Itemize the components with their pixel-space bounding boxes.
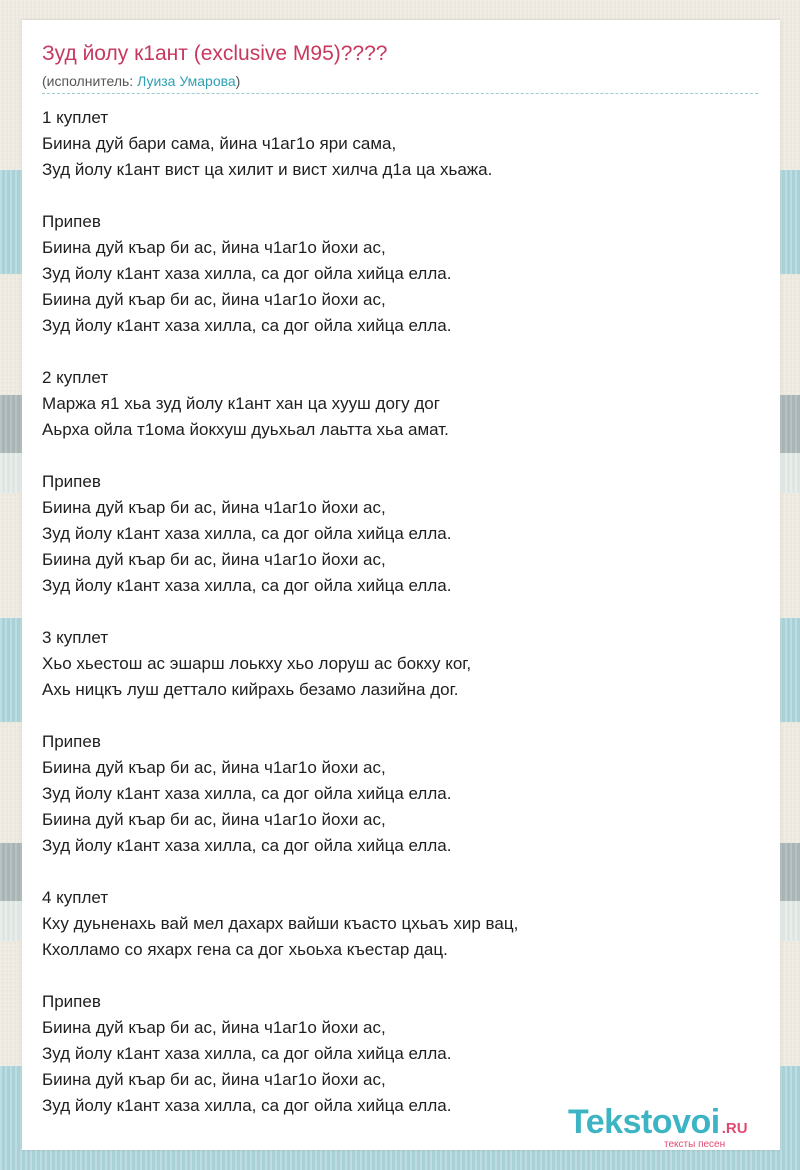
artist-link[interactable]: Луиза Умарова: [137, 73, 236, 89]
lyric-line: Биина дуй къар би ас, йина ч1аг1о йохи ас,: [42, 238, 386, 257]
lyric-line: Зуд йолу к1ант вист ца хилит и вист хилча д1а ца хьажа.: [42, 160, 493, 179]
lyric-line: 2 куплет: [42, 368, 109, 387]
lyric-line: Припев: [42, 212, 101, 231]
artist-byline: [42, 73, 240, 89]
byline-prefix: (исполнитель:: [42, 73, 138, 89]
lyrics-card: [22, 20, 780, 1150]
lyric-line: Зуд йолу к1ант хаза хилла, са дог ойла хийца елла.: [42, 1044, 452, 1063]
title-divider: [42, 93, 758, 94]
stanza-spacer: [42, 599, 758, 625]
lyric-line: Биина дуй къар би ас, йина ч1аг1о йохи ас,: [42, 810, 386, 829]
lyric-line: Ахь ницкъ луш деттало кийрахь безамо лазийна дог.: [42, 680, 459, 699]
stanza-spacer: [42, 183, 758, 209]
lyric-line: Зуд йолу к1ант хаза хилла, са дог ойла хийца елла.: [42, 784, 452, 803]
lyric-line: Зуд йолу к1ант хаза хилла, са дог ойла хийца елла.: [42, 576, 452, 595]
lyric-line: Биина дуй къар би ас, йина ч1аг1о йохи ас,: [42, 1070, 386, 1089]
site-logo[interactable]: [568, 1103, 748, 1150]
lyric-line: Маржа я1 хьа зуд йолу к1ант хан ца хууш догу дог: [42, 394, 440, 413]
logo-name: Tekstovoi: [568, 1103, 720, 1141]
stanza-spacer: [42, 963, 758, 989]
lyric-line: Припев: [42, 992, 101, 1011]
lyric-line: 1 куплет: [42, 108, 109, 127]
lyrics-body: [42, 105, 758, 1119]
lyric-line: Биина дуй къар би ас, йина ч1аг1о йохи ас,: [42, 290, 386, 309]
lyric-line: Кхолламо со яхарх гена са дог хьоьха къестар дац.: [42, 940, 448, 959]
lyric-line: Зуд йолу к1ант хаза хилла, са дог ойла хийца елла.: [42, 524, 452, 543]
lyric-line: Аьрха ойла т1ома йокхуш дуьхьал лаьтта хьа амат.: [42, 420, 449, 439]
byline-suffix: ): [235, 73, 241, 89]
song-title: Зуд йолу к1ант (exclusive M95)????: [42, 42, 388, 65]
lyric-line: Кху дуьненахь вай мел дахарх вайши къасто цхьаъ хир вац,: [42, 914, 519, 933]
stanza-spacer: [42, 339, 758, 365]
lyric-line: Хьо хьестош ас эшарш лоькху хьо лоруш ас бокху ког,: [42, 654, 472, 673]
lyric-line: Зуд йолу к1ант хаза хилла, са дог ойла хийца елла.: [42, 836, 452, 855]
lyric-line: Зуд йолу к1ант хаза хилла, са дог ойла хийца елла.: [42, 316, 452, 335]
lyric-line: 4 куплет: [42, 888, 109, 907]
lyric-line: 3 куплет: [42, 628, 109, 647]
lyric-line: Биина дуй къар би ас, йина ч1аг1о йохи ас,: [42, 1018, 386, 1037]
lyric-line: Биина дуй къар би ас, йина ч1аг1о йохи ас,: [42, 498, 386, 517]
lyric-line: Припев: [42, 732, 101, 751]
lyric-line: Биина дуй къар би ас, йина ч1аг1о йохи ас,: [42, 758, 386, 777]
lyric-line: Зуд йолу к1ант хаза хилла, са дог ойла хийца елла.: [42, 264, 452, 283]
lyric-line: Зуд йолу к1ант хаза хилла, са дог ойла хийца елла.: [42, 1096, 452, 1115]
lyric-line: Биина дуй къар би ас, йина ч1аг1о йохи ас,: [42, 550, 386, 569]
lyric-line: Припев: [42, 472, 101, 491]
lyric-line: Биина дуй бари сама, йина ч1аг1о яри сама,: [42, 134, 397, 153]
logo-tld: .RU: [721, 1120, 748, 1137]
stanza-spacer: [42, 443, 758, 469]
stanza-spacer: [42, 859, 758, 885]
logo-tagline: тексты песен: [664, 1139, 726, 1150]
stanza-spacer: [42, 703, 758, 729]
